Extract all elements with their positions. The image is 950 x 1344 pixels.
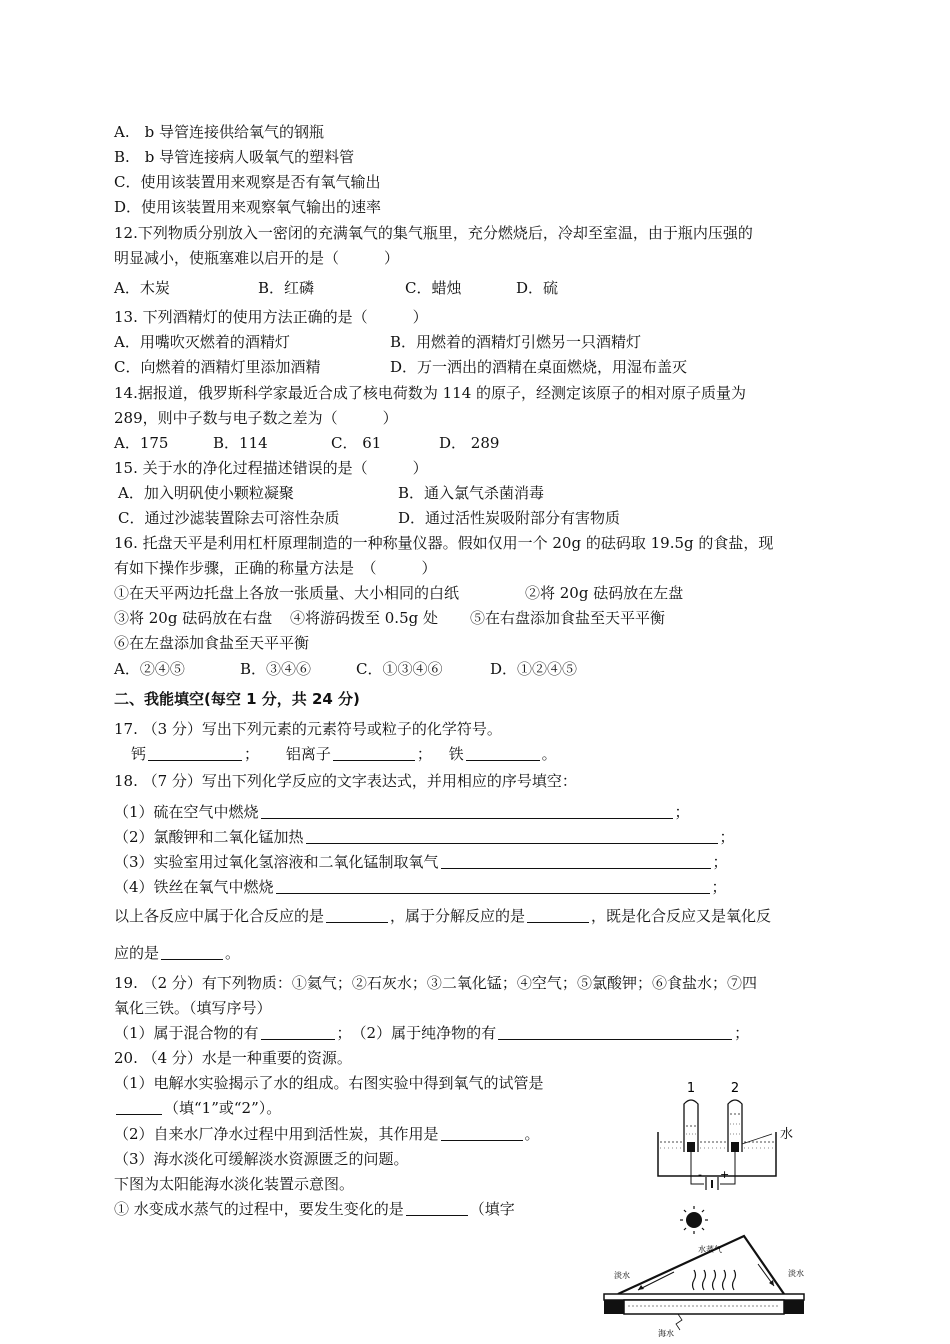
- q17-label-ca: 钙: [131, 745, 147, 763]
- q15-option-a: A．加入明矾使小颗粒凝聚: [118, 484, 294, 502]
- q11-option-d: D．使用该装置用来观察氧气输出的速率: [114, 198, 382, 216]
- q17-answers: 钙 ； 铝离子 ； 铁 。: [131, 745, 557, 763]
- q17-stem: 17. （3 分）写出下列元素的元素符号或粒子的化学符号。: [114, 720, 502, 738]
- plus-sign: +: [720, 1168, 730, 1181]
- minus-sign: -: [698, 1168, 702, 1181]
- q14-stem-line2: 289，则中子数与电子数之差为（ ）: [114, 409, 398, 427]
- tube-1-label: 1: [686, 1081, 696, 1096]
- fresh-water-left-label: 淡水: [614, 1271, 630, 1280]
- q20-part2: （2）自来水厂净水过程中用到活性炭，其作用是 。: [114, 1125, 540, 1143]
- solar-desalination-diagram: [598, 1206, 818, 1340]
- q15-option-d: D．通过活性炭吸附部分有害物质: [398, 509, 621, 527]
- q20-stem: 20. （4 分）水是一种重要的资源。: [114, 1049, 352, 1067]
- q20-part3: （3）海水淡化可缓解淡水资源匮乏的问题。: [114, 1150, 409, 1168]
- water-label: 水: [780, 1127, 794, 1142]
- q14-option-d: D． 289: [439, 434, 500, 452]
- q16-step-3: ③将 20g 砝码放在右盘: [114, 609, 273, 627]
- q13-option-d: D．万一洒出的酒精在桌面燃烧，用湿布盖灭: [390, 358, 688, 376]
- q18-classify-line2: 应的是 。: [114, 944, 241, 962]
- electrode-2: [731, 1142, 739, 1152]
- q19-stem-line1: 19. （2 分）有下列物质：①氦气；②石灰水；③二氧化锰；④空气；⑤氯酸钾；⑥食盐水；⑦四: [114, 974, 757, 992]
- q16-step-6: ⑥在左盘添加食盐至天平平衡: [114, 634, 310, 652]
- electrode-1: [687, 1142, 695, 1152]
- q16-step-4: ④将游码拨至 0.5g 处: [290, 609, 438, 627]
- q16-option-b: B．③④⑥: [240, 660, 312, 678]
- q19-answers: （1）属于混合物的有 ； （2）属于纯净物的有 ；: [114, 1024, 750, 1042]
- q12-option-b: B．红磷: [258, 279, 315, 297]
- q15-stem: 15. 关于水的净化过程描述错误的是（ ）: [114, 459, 428, 477]
- q18-blank-oxidation[interactable]: [161, 944, 223, 960]
- seawater-basin: [624, 1300, 784, 1314]
- q11-option-b: B. b 导管连接病人吸氧气的塑料管: [114, 148, 355, 166]
- q18-reaction-1: （1）硫在空气中燃烧 ；: [114, 803, 690, 821]
- seawater-label: 海水: [658, 1329, 674, 1338]
- q20-part1-answer: （填“1”或“2”）。: [114, 1098, 281, 1118]
- q17-label-fe: 铁: [448, 745, 464, 763]
- q11-option-c: C．使用该装置用来观察是否有氧气输出: [114, 173, 381, 191]
- q18-reaction-2: （2）氯酸钾和二氧化锰加热 ；: [114, 828, 735, 846]
- q11-option-a: A. b 导管连接供给氧气的钢瓶: [114, 123, 324, 141]
- q16-step-5: ⑤在右盘添加食盐至天平平衡: [470, 609, 666, 627]
- q19-blank-mixture[interactable]: [261, 1024, 335, 1040]
- q14-option-b: B．114: [213, 434, 268, 452]
- q14-option-a: A．175: [114, 434, 169, 452]
- q12-stem-line1: 12.下列物质分别放入一密闭的充满氧气的集气瓶里，充分燃烧后，冷却至室温，由于瓶内压强的: [114, 224, 753, 242]
- q16-stem-line2: 有如下操作步骤，正确的称量方法是 （ ）: [114, 559, 437, 577]
- q19-blank-pure[interactable]: [498, 1024, 732, 1040]
- q20-part3-sub1: ① 水变成水蒸气的过程中，要发生变化的是 （填字: [114, 1200, 515, 1218]
- electrolysis-diagram: [640, 1074, 820, 1192]
- vapor-label: 水蒸气: [698, 1245, 722, 1254]
- q13-option-c: C．向燃着的酒精灯里添加酒精: [114, 358, 321, 376]
- q17-label-al: 铝离子: [285, 745, 331, 763]
- tube-2-label: 2: [730, 1081, 740, 1096]
- q16-step-2: ②将 20g 砝码放在左盘: [525, 584, 684, 602]
- q16-option-d: D．①②④⑤: [490, 660, 578, 678]
- q18-blank-combination[interactable]: [326, 907, 388, 923]
- q13-stem: 13. 下列酒精灯的使用方法正确的是（ ）: [114, 308, 428, 326]
- q18-blank-2[interactable]: [306, 828, 718, 844]
- q18-reaction-4: （4）铁丝在氧气中燃烧 ；: [114, 878, 727, 896]
- q14-option-c: C． 61: [331, 434, 382, 452]
- q18-classify-line1: 以上各反应中属于化合反应的是 ，属于分解反应的是 ，既是化合反应又是氧化反: [114, 907, 772, 925]
- q17-blank-ca[interactable]: [148, 745, 242, 761]
- q18-blank-decomposition[interactable]: [527, 907, 589, 923]
- q16-step-1: ①在天平两边托盘上各放一张质量、大小相同的白纸: [114, 584, 460, 602]
- q14-stem-line1: 14.据报道，俄罗斯科学家最近合成了核电荷数为 114 的原子，经测定该原子的相对原子质量为: [114, 384, 747, 402]
- sun-icon: [680, 1206, 708, 1234]
- q20-blank-carbon[interactable]: [441, 1125, 523, 1141]
- q18-stem: 18. （7 分）写出下列化学反应的文字表达式，并用相应的序号填空：: [114, 772, 577, 790]
- q19-stem-line2: 氧化三铁。（填写序号）: [114, 999, 272, 1017]
- q15-option-c: C．通过沙滤装置除去可溶性杂质: [118, 509, 340, 527]
- fresh-water-right-label: 淡水: [788, 1269, 804, 1278]
- q20-figure-caption: 下图为太阳能海水淡化装置示意图。: [114, 1175, 355, 1193]
- q16-stem-line1: 16. 托盘天平是利用杠杆原理制造的一种称量仪器。假如仅用一个 20g 的砝码取 19.5g 的食盐，现: [114, 534, 774, 552]
- q18-blank-4[interactable]: [276, 878, 710, 894]
- q16-option-c: C．①③④⑥: [356, 660, 443, 678]
- q18-blank-3[interactable]: [441, 853, 711, 869]
- q18-blank-1[interactable]: [261, 803, 673, 819]
- section-heading: 二、我能填空(每空 1 分，共 24 分): [114, 690, 360, 708]
- q18-reaction-3: （3）实验室用过氧化氢溶液和二氧化锰制取氧气 ；: [114, 853, 728, 871]
- q20-blank-tube[interactable]: [116, 1099, 162, 1115]
- q13-option-b: B．用燃着的酒精灯引燃另一只酒精灯: [390, 333, 642, 351]
- q12-option-c: C．蜡烛: [405, 279, 462, 297]
- q12-option-a: A．木炭: [114, 279, 170, 297]
- q20-part1: （1）电解水实验揭示了水的组成。右图实验中得到氧气的试管是: [114, 1074, 544, 1092]
- q16-option-a: A．②④⑤: [114, 660, 185, 678]
- q17-blank-fe[interactable]: [466, 745, 540, 761]
- q13-option-a: A．用嘴吹灭燃着的酒精灯: [114, 333, 290, 351]
- q15-option-b: B．通入氯气杀菌消毒: [398, 484, 545, 502]
- q17-blank-al[interactable]: [333, 745, 415, 761]
- q20-blank-change[interactable]: [406, 1200, 468, 1216]
- vapor-arrows: [693, 1270, 736, 1290]
- q12-option-d: D．硫: [516, 279, 559, 297]
- basin-base: [604, 1294, 804, 1300]
- q12-stem-line2: 明显减小，使瓶塞难以启开的是（ ）: [114, 249, 400, 267]
